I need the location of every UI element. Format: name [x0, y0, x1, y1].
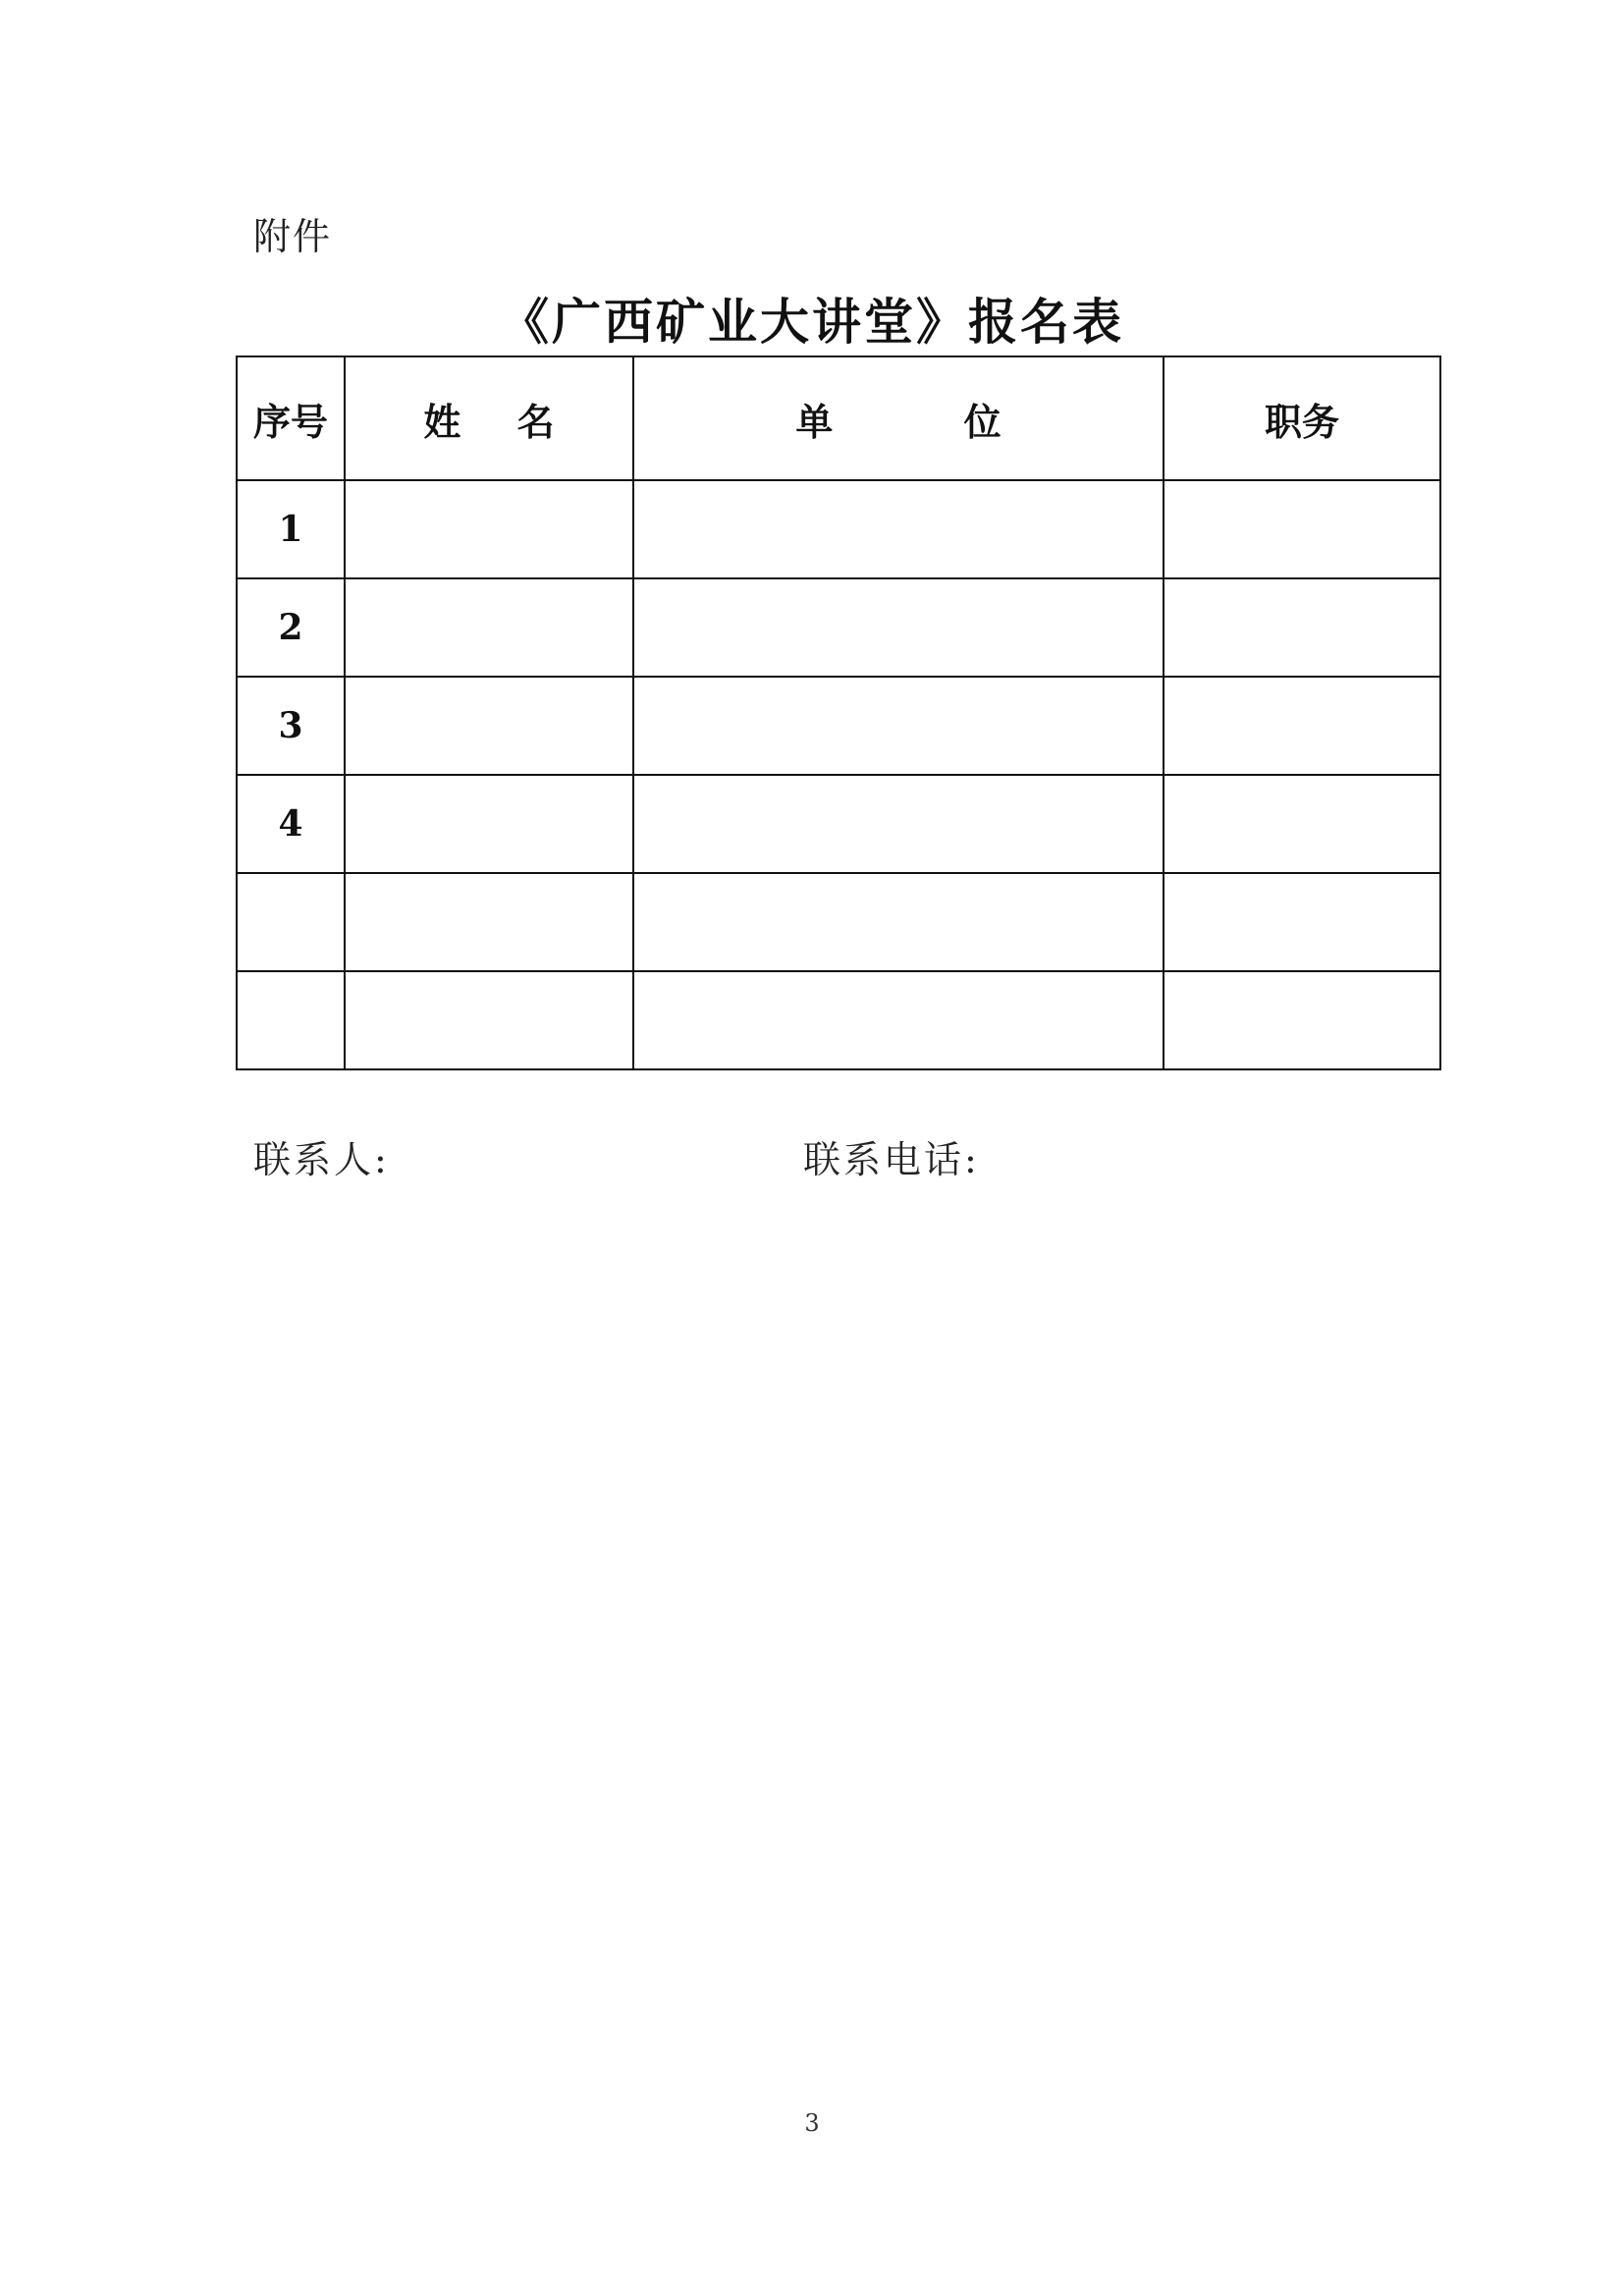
cell-unit[interactable]: [633, 873, 1164, 971]
contact-person-label: 联系人:: [253, 1138, 390, 1181]
cell-position[interactable]: [1164, 480, 1440, 578]
cell-name[interactable]: [345, 480, 633, 578]
attachment-label: 附件: [253, 215, 333, 258]
cell-name[interactable]: [345, 775, 633, 873]
cell-position[interactable]: [1164, 578, 1440, 677]
cell-name[interactable]: [345, 578, 633, 677]
table-row: [237, 775, 1440, 873]
cell-seq: 4: [237, 775, 345, 873]
cell-name[interactable]: [345, 873, 633, 971]
form-title: 《广西矿业大讲堂》报名表: [500, 293, 1124, 351]
header-position: 职务: [1164, 356, 1440, 480]
header-name: 姓 名: [345, 356, 633, 480]
cell-name[interactable]: [345, 677, 633, 775]
cell-position[interactable]: [1164, 873, 1440, 971]
cell-seq: 2: [237, 578, 345, 677]
signup-table: [236, 355, 1441, 1070]
table-row: [237, 677, 1440, 775]
cell-seq: 3: [237, 677, 345, 775]
table-row: [237, 971, 1440, 1069]
cell-seq: [237, 971, 345, 1069]
cell-seq: 1: [237, 480, 345, 578]
cell-seq: [237, 873, 345, 971]
cell-position[interactable]: [1164, 775, 1440, 873]
page-number: 3: [804, 2109, 820, 2137]
header-unit: 单 位: [633, 356, 1164, 480]
cell-unit[interactable]: [633, 677, 1164, 775]
cell-unit[interactable]: [633, 775, 1164, 873]
cell-unit[interactable]: [633, 480, 1164, 578]
cell-unit[interactable]: [633, 971, 1164, 1069]
table-row: [237, 578, 1440, 677]
header-seq: 序号: [237, 356, 345, 480]
cell-position[interactable]: [1164, 677, 1440, 775]
contact-phone-label: 联系电话:: [803, 1138, 980, 1181]
table-row: [237, 480, 1440, 578]
cell-position[interactable]: [1164, 971, 1440, 1069]
table-row: [237, 873, 1440, 971]
cell-name[interactable]: [345, 971, 633, 1069]
table-header-row: [237, 356, 1440, 480]
cell-unit[interactable]: [633, 578, 1164, 677]
